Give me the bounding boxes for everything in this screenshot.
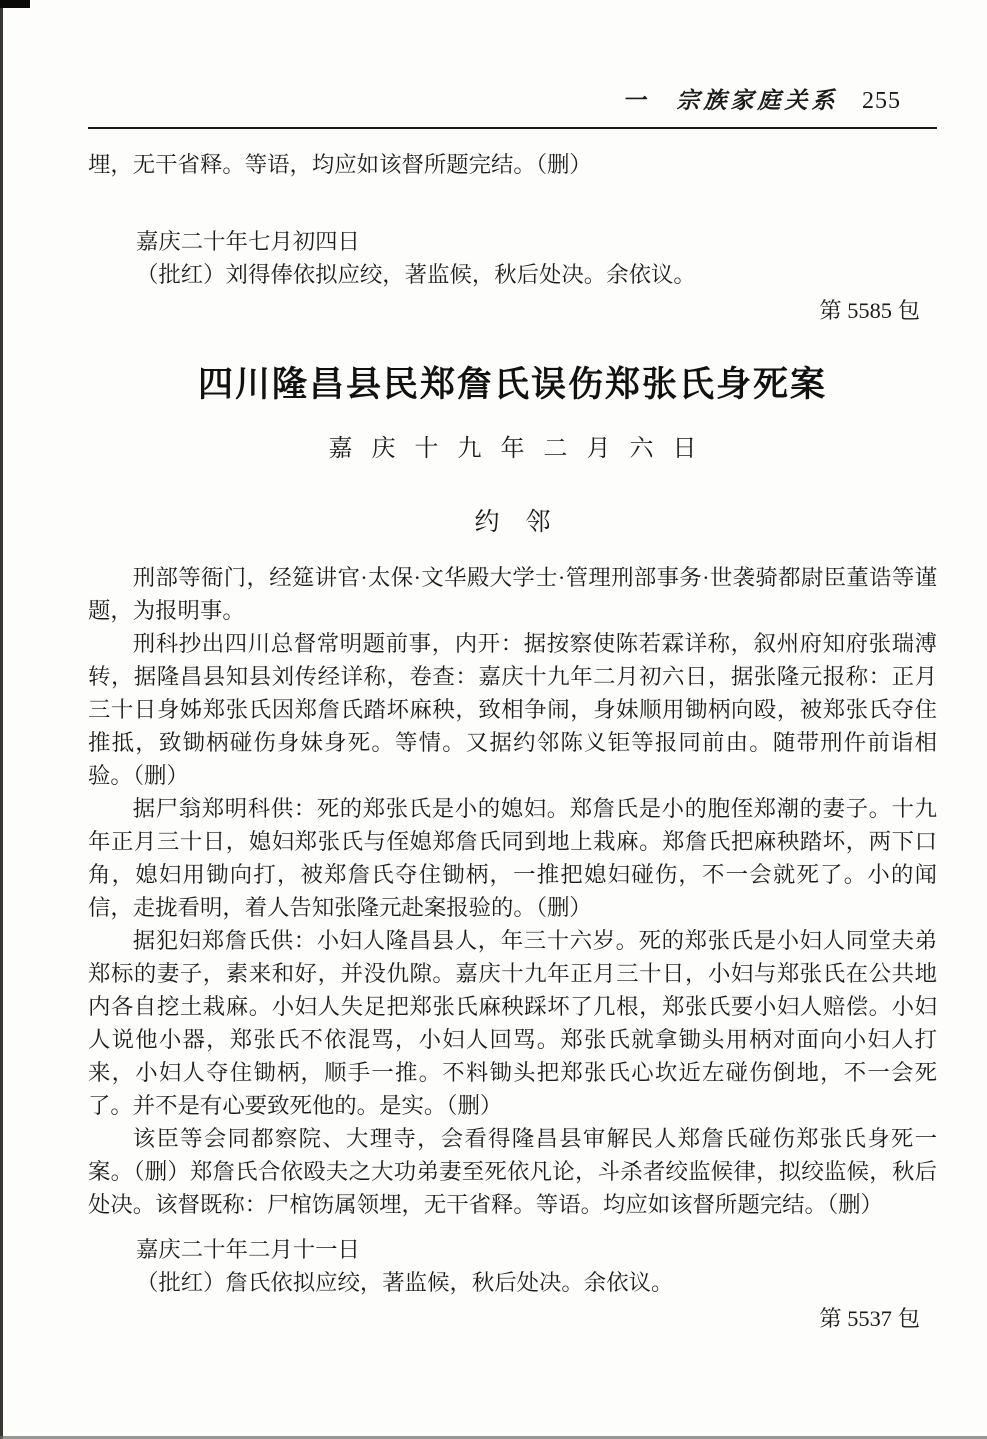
paragraph: 刑部等衙门，经筵讲官·太保·文华殿大学士·管理刑部事务·世袭骑都尉臣董诰等谨题，为报明事。 <box>88 565 937 623</box>
previous-case-archive-ref: 第 5585 包 <box>819 298 920 323</box>
page-header <box>88 84 937 118</box>
case-date-line: 嘉庆二十年二月十一日 <box>136 1237 360 1262</box>
paragraph: 刑科抄出四川总督常明题前事，内开：据按察使陈若霖详称，叙州府知府张瑞溥转，据隆昌县知县刘传经详称，卷查：嘉庆十九年二月初六日，据张隆元报称：正月三十日身姊郑张氏因郑詹氏踏坏麻秧，致相争闹，身妹顺用锄柄向殴，被郑张氏夺住推抵，致锄柄碰伤身妹身死。等情。又据约邻陈义钜等报同前由。随带刑仵前诣相验。（删） <box>88 631 937 788</box>
case-rescript-line: （批红）詹氏依拟应绞，著监候，秋后处决。余依议。 <box>136 1270 674 1295</box>
section-title: 一 宗族家庭关系 <box>622 88 839 113</box>
previous-case-date-line: 嘉庆二十年七月初四日 <box>136 229 360 254</box>
header-rule <box>88 127 937 129</box>
paragraph: 据犯妇郑詹氏供：小妇人隆昌县人，年三十六岁。死的郑张氏是小妇人同堂夫弟郑标的妻子，素来和好，并没仇隙。嘉庆十九年正月三十日，小妇与郑张氏在公共地内各自挖土栽麻。小妇人失足把郑张氏麻秧踩坏了几根，郑张氏要小妇人赔偿。小妇人说他小器，郑张氏不依混骂，小妇人回骂。郑张氏就拿锄头用柄对面向小妇人打来，小妇人夺住锄柄，顺手一推。不料锄头把郑张氏心坎近左碰伤倒地，不一会死了。并不是有心要致死他的。是实。（删） <box>88 928 937 1118</box>
previous-case-closing <box>88 225 937 291</box>
page-number: 255 <box>862 88 901 114</box>
case-category: 约邻 <box>474 509 577 536</box>
case-archive-ref: 第 5537 包 <box>819 1306 920 1331</box>
case-title: 四川隆昌县民郑詹氏误伤郑张氏身死案 <box>197 365 827 404</box>
paragraph: 该臣等会同都察院、大理寺，会看得隆昌县审解民人郑詹氏碰伤郑张氏身死一案。（删）郑詹氏合依殴夫之大功弟妻至死依凡论，斗杀者绞监候律，拟绞监候，秋后处决。该督既称：尸棺饬属领埋，无干省释。等语。均应如该督所题完结。（删） <box>88 1126 937 1217</box>
previous-case-tail-line: 埋，无干省释。等语，均应如该督所题完结。（删） <box>88 152 592 177</box>
page-content <box>88 0 937 1335</box>
previous-case-rescript-line: （批红）刘得俸依拟应绞，著监候，秋后处决。余依议。 <box>136 262 696 287</box>
case-closing <box>88 1233 937 1299</box>
case-body <box>88 561 937 1221</box>
paragraph: 据尸翁郑明科供：死的郑张氏是小的媳妇。郑詹氏是小的胞侄郑潮的妻子。十九年正月三十日，媳妇郑张氏与侄媳郑詹氏同到地上栽麻。郑詹氏把麻秧踏坏，两下口角，媳妇用锄向打，被郑詹氏夺住锄柄，一推把媳妇碰伤，不一会就死了。小的闻信，走拢看明，着人告知张隆元赴案报验的。（删） <box>88 796 937 920</box>
scan-corner-mark <box>0 0 30 8</box>
scan-edge-left <box>0 0 3 1439</box>
case-date: 嘉庆十九年二月六日 <box>328 436 716 462</box>
